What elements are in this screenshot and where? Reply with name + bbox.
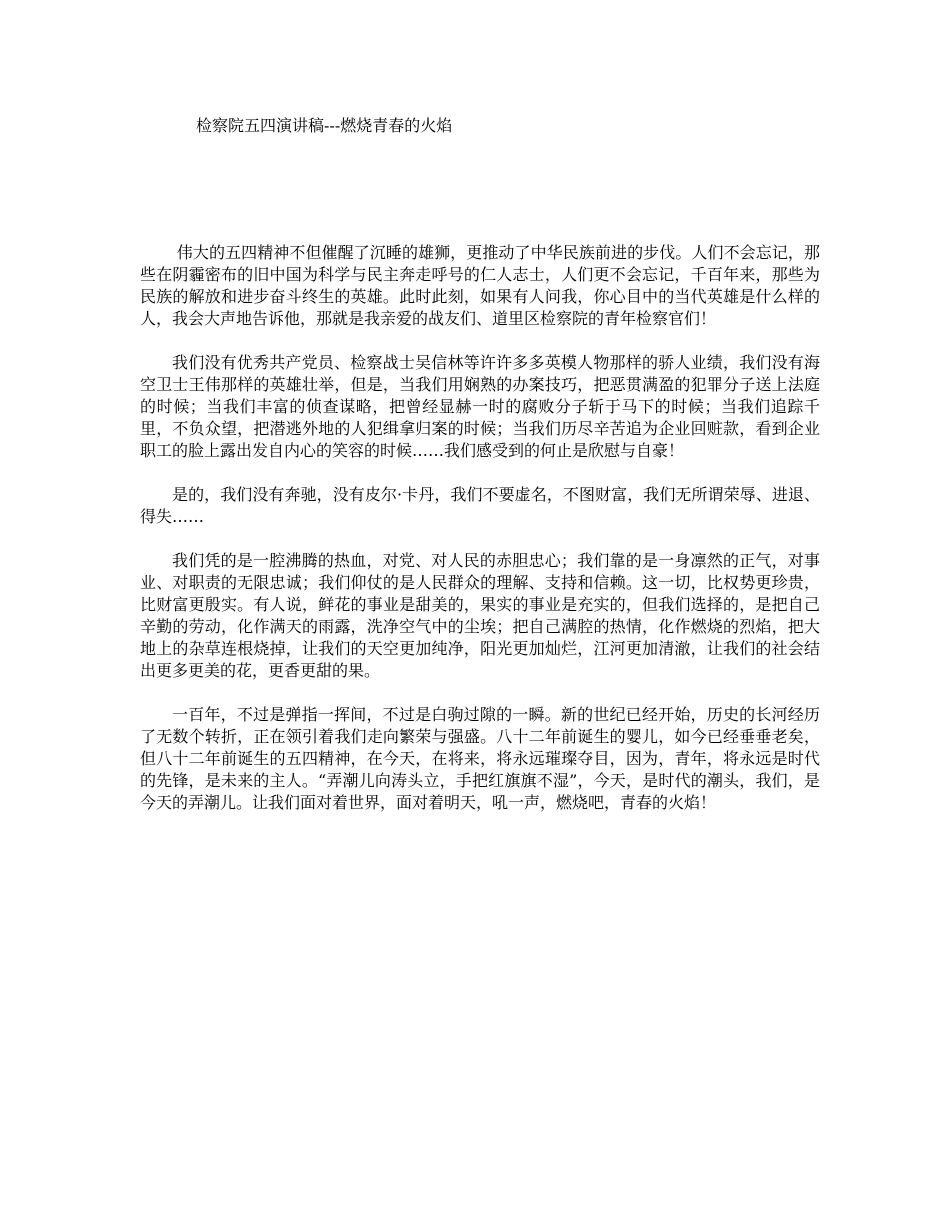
document-title: 检察院五四演讲稿---燃烧青春的火焰: [196, 116, 453, 135]
paragraph-1: 伟大的五四精神不但催醒了沉睡的雄狮，更推动了中华民族前进的步伐。人们不会忘记，那些在阴霾密布的旧中国为科学与民主奔走呼号的仁人志士，人们更不会忘记，千百年来，那些为民族的解放和进步奋斗终生的英雄。此时此刻，如果有人问我，你心目中的当代英雄是什么样的人，我会大声地告诉他，那就是我亲爱的战友们、道里区检察院的青年检察官们！: [140, 243, 820, 328]
paragraph-4: 我们凭的是一腔沸腾的热血，对党、对人民的赤胆忠心；我们靠的是一身凛然的正气，对事业、对职责的无限忠诚；我们仰仗的是人民群众的理解、支持和信赖。这一切，比权势更珍贵，比财富更殷实。有人说，鲜花的事业是甜美的，果实的事业是充实的，但我们选择的，是把自己辛勤的劳动，化作满天的雨露，洗净空气中的尘埃；把自己满腔的热情，化作燃烧的烈焰，把大地上的杂草连根烧掉，让我们的天空更加纯净，阳光更加灿烂，江河更加清澈，让我们的社会结出更多更美的花，更香更甜的果。: [140, 551, 820, 680]
paragraph-2: 我们没有优秀共产党员、检察战士吴信林等许许多多英模人物那样的骄人业绩，我们没有海空卫士王伟那样的英雄壮举，但是，当我们用娴熟的办案技巧，把恶贯满盈的犯罪分子送上法庭的时候；当我们丰富的侦查谋略，把曾经显赫一时的腐败分子斩于马下的时候；当我们追踪千里，不负众望，把潜逃外地的人犯缉拿归案的时候；当我们历尽辛苦追为企业回赃款，看到企业职工的脸上露出发自内心的笑容的时候……我们感受到的何止是欣慰与自豪！: [140, 353, 820, 460]
paragraph-5: 一百年，不过是弹指一挥间，不过是白驹过隙的一瞬。新的世纪已经开始，历史的长河经历了无数个转折，正在领引着我们走向繁荣与强盛。八十二年前诞生的婴儿，如今已经垂垂老矣，但八十二年前诞生的五四精神，在今天，在将来，将永远璀璨夺目，因为，青年，将永远是时代的先锋，是未来的主人。“弄潮儿向涛头立，手把红旗旗不湿”，今天，是时代的潮头，我们，是今天的弄潮儿。让我们面对着世界，面对着明天，吼一声，燃烧吧，青春的火焰！: [140, 705, 820, 812]
document-body: [140, 242, 820, 836]
paragraph-3: 是的，我们没有奔驰，没有皮尔·卡丹，我们不要虚名，不图财富，我们无所谓荣辱、进退、得失……: [140, 485, 820, 526]
